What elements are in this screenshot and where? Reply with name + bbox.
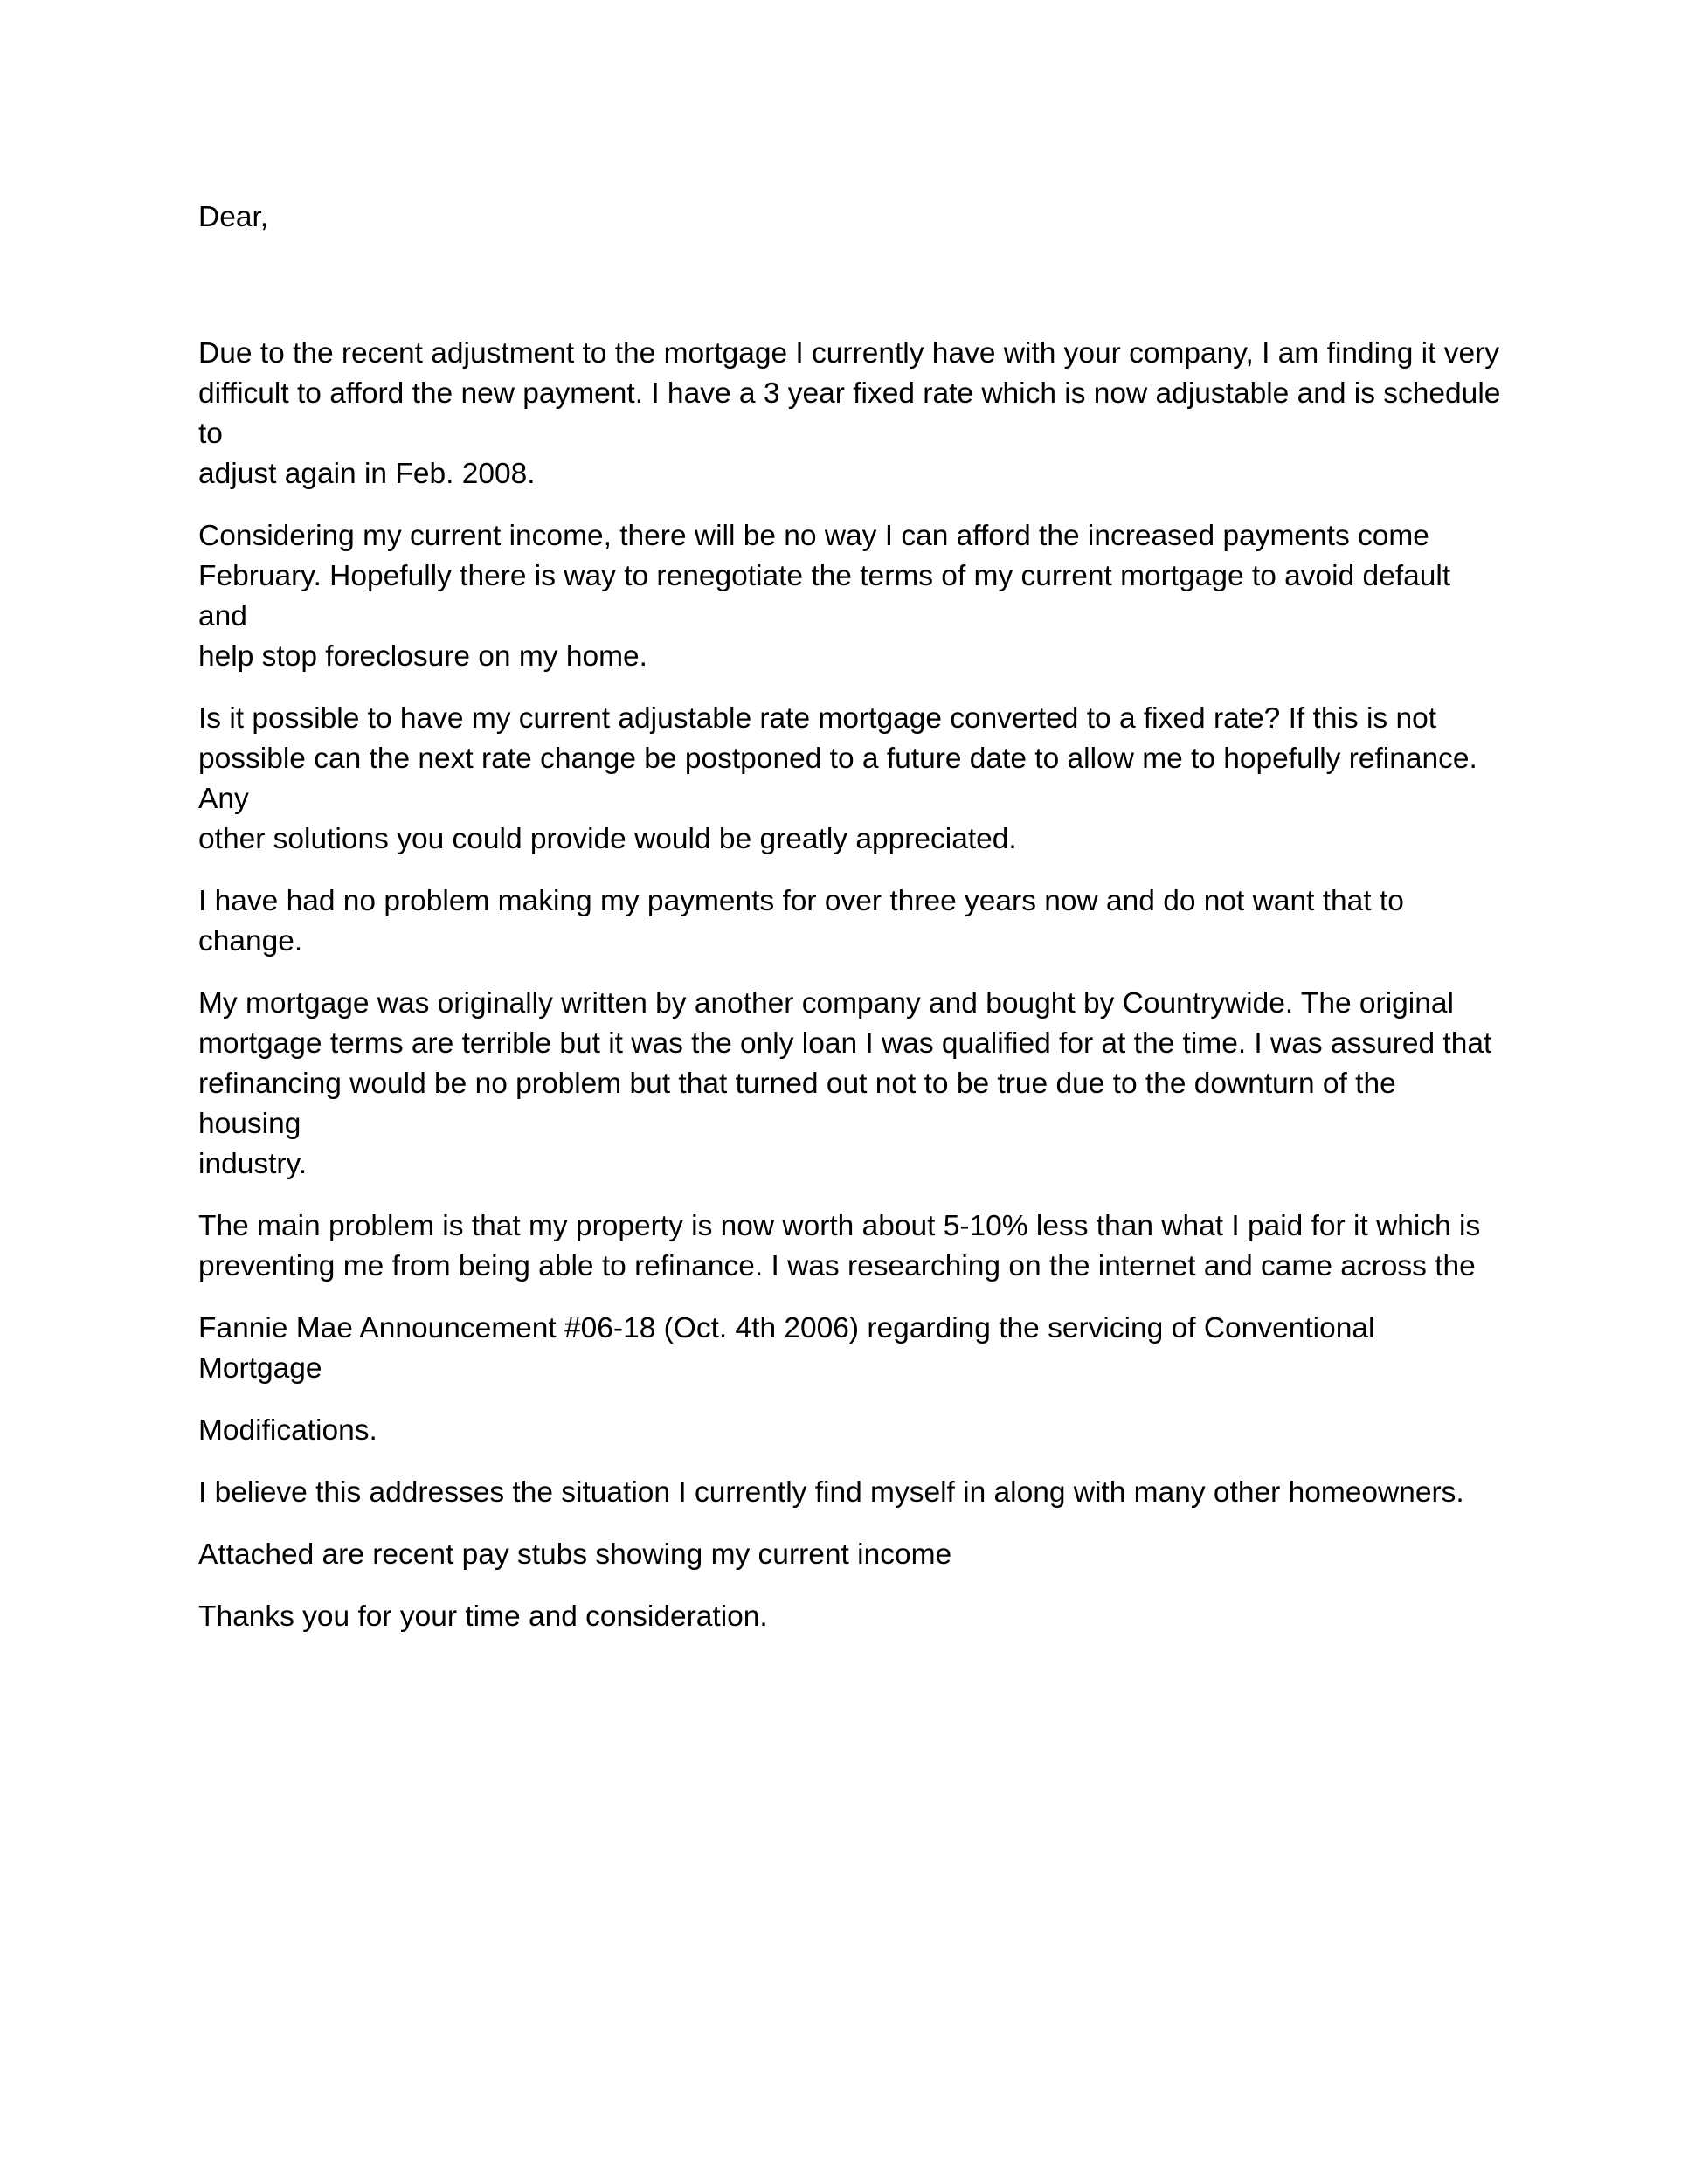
paragraph-closing: Thanks you for your time and consideration. — [198, 1600, 768, 1633]
paragraph-adjustment: Due to the recent adjustment to the mortgage I currently have with your company, I am finding it very difficult to afford the new payment. I have a 3 year fixed rate which is now adjustable and is schedule to adjust again in Feb. 2008. — [198, 337, 1501, 490]
salutation: Dear, — [198, 201, 269, 233]
paragraph-fannie-mae: Fannie Mae Announcement #06-18 (Oct. 4th 2006) regarding the servicing of Conventional Mortgage — [198, 1312, 1375, 1385]
paragraph-original-mortgage: My mortgage was originally written by another company and bought by Countrywide. The original mortgage terms are terrible but it was the only loan I was qualified for at the time. I was assured that refinancing would be no problem but that turned out not to be true due to the downturn of the housing industry. — [198, 987, 1492, 1180]
paragraph-payment-history: I have had no problem making my payments for over three years now and do not want that to change. — [198, 885, 1404, 957]
paragraph-attachments: Attached are recent pay stubs showing my current income — [198, 1538, 952, 1571]
letter-body — [198, 197, 1505, 1659]
paragraph-income: Considering my current income, there will be no way I can afford the increased payments come February. Hopefully there is way to renegotiate the terms of my current mortgage to avoid default and help stop foreclosure on my home. — [198, 520, 1451, 673]
paragraph-situation: I believe this addresses the situation I currently find myself in along with many other homeowners. — [198, 1476, 1464, 1509]
paragraph-fixed-rate-request: Is it possible to have my current adjustable rate mortgage converted to a fixed rate? If this is not possible can the next rate change be postponed to a future date to allow me to hopefully refinance. Any other solutions you could provide would be greatly appreciated. — [198, 702, 1477, 855]
paragraph-modifications: Modifications. — [198, 1414, 377, 1447]
paragraph-property-value: The main problem is that my property is now worth about 5-10% less than what I paid for it which is preventing me from being able to refinance. I was researching on the internet and came across the — [198, 1210, 1481, 1282]
